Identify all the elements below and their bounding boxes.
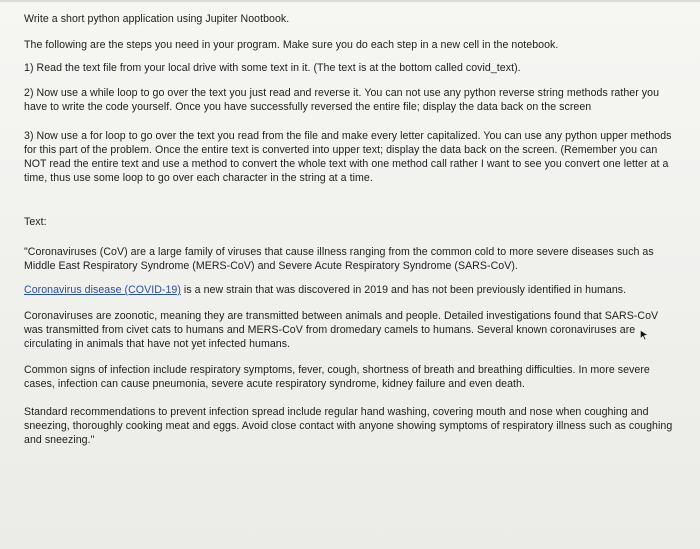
covid-paragraph-1: "Coronaviruses (CoV) are a large family of viruses that cause illness ranging from the common cold to more severe diseases such as Middle East Respiratory Syndrome (MERS-CoV) and Severe Acute Respiratory Syndrome (SARS-CoV). (24, 246, 654, 272)
step-1: 1) Read the text file from your local drive with some text in it. (The text is at the bottom called covid_text). (24, 62, 521, 74)
covid-paragraph-4: Common signs of infection include respiratory symptoms, fever, cough, shortness of breath and breathing difficulties. In more severe cases, infection can cause pneumonia, severe acute respiratory syndrome, kidney failure and even death. (24, 364, 650, 390)
covid-paragraph-2 (24, 283, 676, 297)
step-2: 2) Now use a while loop to go over the text you just read and reverse it. You can not use any python reverse string methods rather you have to write the code yourself. Once you have successfully reversed the entire file; display the data back on the screen (24, 87, 660, 113)
text-label: Text: (24, 216, 47, 228)
covid-paragraph-2-text: is a new strain that was discovered in 2019 and has not been previously identified in humans. (180, 284, 627, 296)
top-divider (0, 0, 700, 2)
step-3: 3) Now use a for loop to go over the text you read from the file and make every letter capitalized. You can use any python upper methods for this part of the problem. Once the entire text is converted into upper text; display the data back on the screen. (Remember you can NOT read the entire text and use a method to convert the whole text with one method call rather I want to see you convert one letter at a time, thus use some loop to go over each character in the string at a time. (24, 130, 672, 184)
covid-19-link[interactable]: Coronavirus disease (COVID-19) (24, 284, 181, 296)
assignment-title: Write a short python application using Jupiter Nootbook. (24, 13, 290, 25)
assignment-intro: The following are the steps you need in your program. Make sure you do each step in a new cell in the notebook. (24, 39, 559, 51)
mouse-pointer-icon (640, 330, 648, 340)
covid-paragraph-3: Coronaviruses are zoonotic, meaning they are transmitted between animals and people. Detailed investigations found that SARS-CoV was transmitted from civet cats to humans and MERS-CoV from dromedary camels to humans. Several known coronaviruses are circulating in animals that have not yet infected humans. (24, 310, 659, 350)
covid-paragraph-5: Standard recommendations to prevent infection spread include regular hand washing, covering mouth and nose when coughing and sneezing, thoroughly cooking meat and eggs. Avoid close contact with anyone showing symptoms of respiratory illness such as coughing and sneezing." (24, 406, 673, 446)
